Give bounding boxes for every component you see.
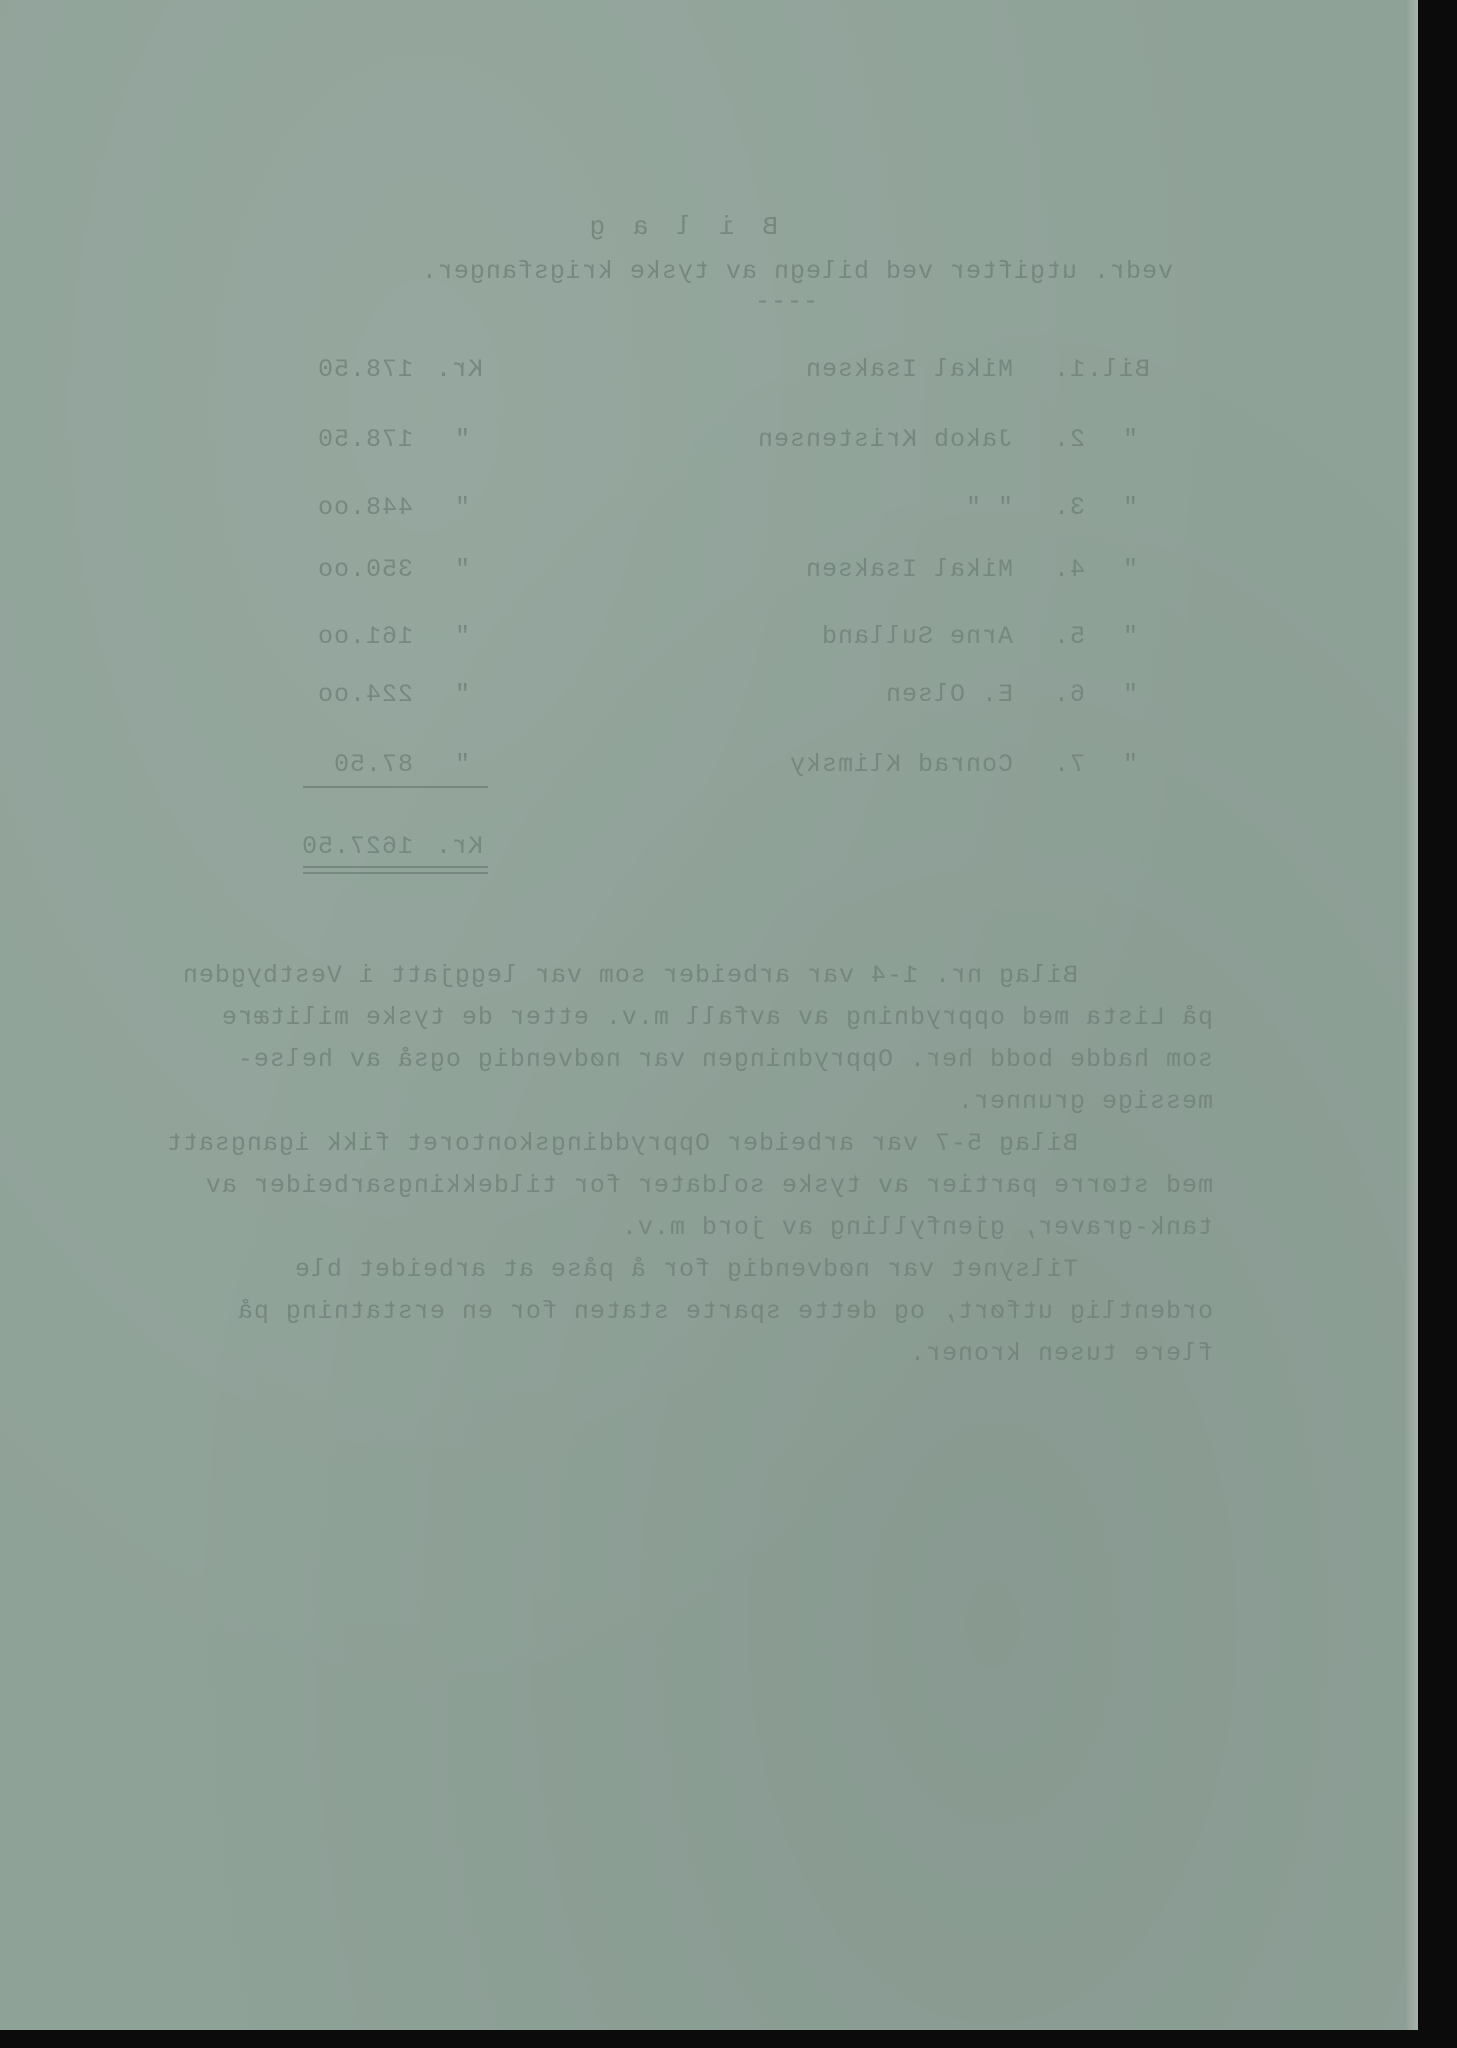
paragraph-line: Bilag nr. 1-4 var arbeider som var leggjatt i Vestbygden [181, 961, 1078, 990]
subtitle-rule: ---- [753, 287, 818, 316]
entry-currency: " [453, 750, 470, 779]
paragraph-line: ordentlig utført, og dette sparte staten for en erstatning på [236, 1297, 1213, 1326]
paragraph-line: flere tusen kroner. [908, 1339, 1213, 1368]
total-underline-2 [303, 872, 488, 874]
document-title: B i l a g [583, 212, 778, 242]
entry-name: " " [964, 493, 1013, 522]
total-underline-1 [303, 866, 488, 868]
entry-amount: 178.50 [316, 425, 413, 454]
entry-currency: " [453, 680, 470, 709]
entry-prefix: Bil. [1085, 355, 1150, 384]
paragraph-line: Tilsynet var nødvendig for å påse at arbeidet ble [293, 1255, 1078, 1284]
entry-amount: 178.50 [316, 355, 413, 384]
entry-prefix: " [1121, 750, 1138, 779]
entry-amount: 87.50 [332, 750, 413, 779]
entry-currency: " [453, 555, 470, 584]
entry-number: 2. [1052, 425, 1085, 454]
entry-name: Mikal Isaksen [804, 355, 1013, 384]
entry-number: 1. [1052, 355, 1085, 384]
entry-number: 3. [1052, 493, 1085, 522]
entry-prefix: " [1121, 555, 1138, 584]
entry-prefix: " [1121, 622, 1138, 651]
total-currency: Kr. [434, 832, 483, 861]
paragraph-line: med større partier av tyske soldater for tildekkingsarbeider av [204, 1171, 1213, 1200]
entry-amount: 224.oo [316, 680, 413, 709]
entry-name: Arne Sulland [820, 622, 1013, 651]
document-subtitle: vedr. utgifter ved bilegn av tyske krigsfanger. [420, 257, 1173, 286]
entry-name: Conrad Klimsky [788, 750, 1013, 779]
paragraph-line: Bilag 5-7 var arbeider Oppryddingskontoret fikk igangsatt [165, 1129, 1078, 1158]
entry-prefix: " [1121, 425, 1138, 454]
entry-amount: 448.oo [316, 493, 413, 522]
entry-prefix: " [1121, 680, 1138, 709]
entry-number: 4. [1052, 555, 1085, 584]
entry-currency: " [453, 425, 470, 454]
entry-name: Mikal Isaksen [804, 555, 1013, 584]
paragraph-line: tank-graver, gjenfylling av jord m.v. [620, 1213, 1213, 1242]
entry-currency: Kr. [434, 355, 483, 384]
amount-underline [303, 786, 488, 788]
entry-currency: " [453, 622, 470, 651]
entry-currency: " [453, 493, 470, 522]
entry-amount: 161.oo [316, 622, 413, 651]
entry-name: E. Olsen [884, 680, 1013, 709]
paragraph-line: som hadde bodd her. Opprydningen var nødvendig også av helse- [236, 1045, 1213, 1074]
entry-name: Jakob Kristensen [756, 425, 1013, 454]
entry-number: 5. [1052, 622, 1085, 651]
entry-number: 7. [1052, 750, 1085, 779]
entry-amount: 350.oo [316, 555, 413, 584]
paragraph-line: messige grunner. [956, 1087, 1213, 1116]
total-amount: 1627.50 [300, 832, 413, 861]
paragraph-line: på Lista med opprydning av avfall m.v. etter de tyske militære [220, 1003, 1213, 1032]
entry-number: 6. [1052, 680, 1085, 709]
entry-prefix: " [1121, 493, 1138, 522]
